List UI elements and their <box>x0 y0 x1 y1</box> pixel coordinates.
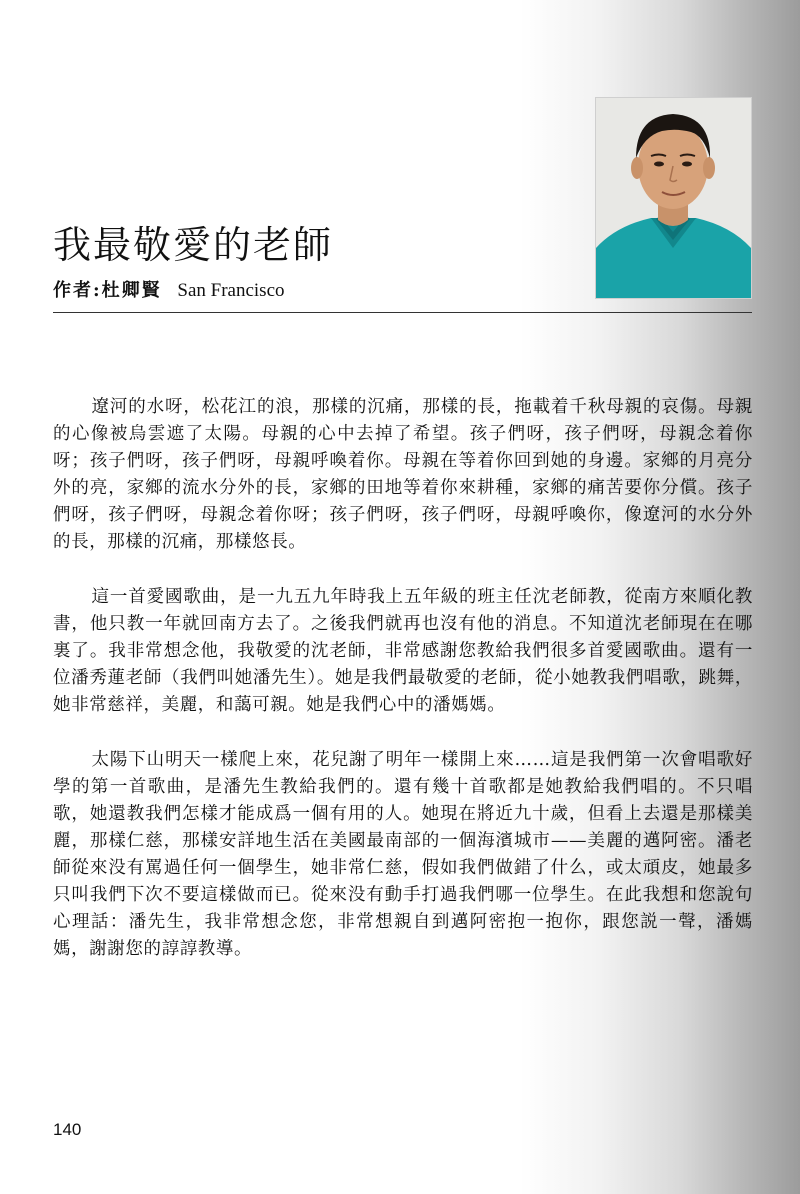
page-number: 140 <box>53 1120 82 1139</box>
author-photo <box>596 98 751 298</box>
article-title: 我最敬愛的老師 <box>53 223 334 267</box>
paragraph-2: 這一首愛國歌曲，是一九五九年時我上五年級的班主任沈老師教，從南方來順化教書，他只教一年就回南方去了。之後我們就再也沒有他的消息。不知道沈老師現在在哪裏了。我非常想念他，我敬愛的沈老師，非常感謝您教給我們很多首愛國歌曲。還有一位潘秀蓮老師（我們叫她潘先生）。她是我們最敬愛的老師，從小她教我們唱歌，跳舞，她非常慈祥，美麗，和藹可親。她是我們心中的潘媽媽。 <box>53 587 753 715</box>
byline <box>53 281 285 301</box>
author-label: 作者: <box>53 280 102 301</box>
paragraph-1: 遼河的水呀，松花江的浪，那樣的沉痛，那樣的長，拖載着千秋母親的哀傷。母親的心像被烏雲遮了太陽。母親的心中去掉了希望。孩子們呀，孩子們呀，母親念着你呀；孩子們呀，孩子們呀，母親呼喚着你。母親在等着你回到她的身邊。家鄉的月亮分外的亮，家鄉的流水分外的長，家鄉的田地等着你來耕種，家鄉的痛苦要你分償。孩子們呀，孩子們呀，母親念着你呀；孩子們呀，孩子們呀，母親呼喚你，像遼河的水分外的長，那樣的沉痛，那樣悠長。 <box>53 397 753 552</box>
title-divider <box>53 312 752 313</box>
author-location: San Francisco <box>177 280 285 301</box>
author-name: 杜卿賢 <box>101 280 162 301</box>
author-portrait-image <box>596 98 751 298</box>
paragraph-3: 太陽下山明天一樣爬上來，花兒謝了明年一樣開上來……這是我們第一次會唱歌好學的第一首歌曲，是潘先生教給我們的。還有幾十首歌都是她教給我們唱的。不只唱歌，她還教我們怎樣才能成爲一個有用的人。她現在將近九十歲，但看上去還是那樣美麗，那樣仁慈，那樣安詳地生活在美國最南部的一個海濱城市——美麗的邁阿密。潘老師從來没有罵過任何一個學生，她非常仁慈，假如我們做錯了什么，或太頑皮，她最多只叫我們下次不要這樣做而已。從來没有動手打過我們哪一位學生。在此我想和您說句心理話：潘先生，我非常想念您，非常想親自到邁阿密抱一抱你，跟您説一聲，潘媽媽，謝謝您的諄諄教導。 <box>53 750 753 959</box>
article-body <box>53 394 753 991</box>
